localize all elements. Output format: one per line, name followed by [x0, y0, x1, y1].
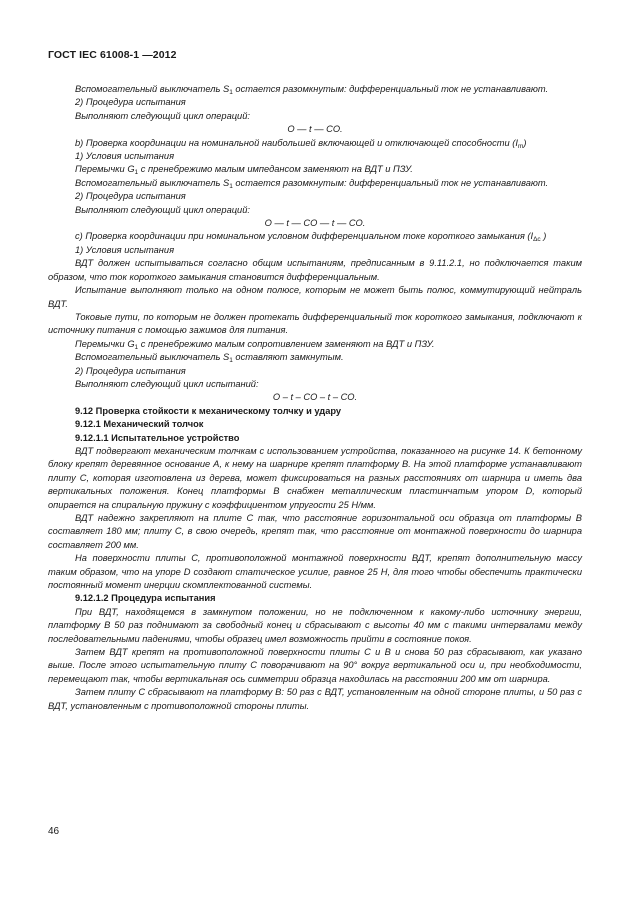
paragraph: ВДТ надежно закрепляют на плите С так, что расстояние горизонтальной оси образца от платформы В составляет 180 мм; плиту С, в свою очередь, крепят так, что расстояние от монтажной поверхности до шарнира составляет 200 мм. [48, 513, 582, 550]
section-heading: 9.12.1 Механический толчок [75, 419, 204, 430]
paragraph [48, 163, 582, 176]
paragraph: 1) Условия испытания [75, 151, 175, 162]
text-run: с пренебрежимо малым импедансом заменяют на ВДТ и ПЗУ. [138, 164, 413, 175]
paragraph: ВДТ должен испытываться согласно общим испытаниям, предписанным в 9.11.2.1, но подключается таким образом, что ток короткого замыкания становится дифференциальным. [48, 258, 582, 282]
operation-cycle: O – t – CO – t – CO. [272, 392, 358, 403]
subscript: 1 [229, 357, 233, 365]
section-heading: 9.12.1.1 Испытательное устройство [75, 432, 240, 443]
paragraph [48, 230, 582, 243]
text-run: ) [523, 137, 527, 148]
subscript: 1 [134, 343, 139, 351]
text-run: Вспомогательный выключатель S [75, 84, 230, 94]
paragraph: Выполняют следующий цикл испытаний: [75, 378, 259, 389]
subscript: 1 [229, 182, 233, 190]
text-run: с пренебрежимо малым сопротивлением заменяют на ВДТ и ПЗУ. [138, 338, 435, 349]
paragraph: Выполняют следующий цикл операций: [75, 110, 250, 121]
subscript: 1 [134, 169, 139, 177]
text-run: ) [540, 231, 547, 242]
text-run: b) Проверка координации на номинальной наибольшей включающей и отключающей способности (I [75, 137, 518, 148]
paragraph: 2) Процедура испытания [75, 191, 186, 202]
subscript: 1 [229, 89, 233, 96]
text-run: остается разомкнутым: дифференциальный ток не устанавливают. [232, 177, 549, 188]
paragraph [48, 351, 582, 364]
paragraph: 2) Процедура испытания [75, 97, 186, 108]
document-body [48, 83, 582, 713]
paragraph: ВДТ подвергают механическим толчкам с использованием устройства, показанного на рисунке 14. К бетонному блоку крепят деревянное основание А, к нему на шарнире крепят платформу В. На этой платформе устанавливают плиту С, которая изготовлена из дерева, может фиксироваться на разных расстояниях от шарнира и иметь два вертикальных положения. Конец платформы В снабжен металлическим пластинчатым упором D, который опирается на спиральную пружину с коэффициентом упругости 25 Н/мм. [48, 445, 582, 510]
paragraph: При ВДТ, находящемся в замкнутом положении, но не подключенном к какому-либо источнику энергии, платформу В 50 раз поднимают за свободный конец и сбрасывают с высоты 40 мм с такими интервалами между последовательными падениями, чтобы образец имел возможность прийти в состояние покоя. [48, 606, 582, 644]
paragraph: Токовые пути, по которым не должен протекать дифференциальный ток короткого замыкания, подключают к источнику питания с помощью зажимов для питания. [48, 311, 582, 336]
text-run: Перемычки G [75, 164, 135, 175]
text-run: Вспомогательный выключатель S [75, 352, 230, 363]
paragraph [48, 177, 582, 190]
subscript: m [517, 142, 524, 150]
paragraph: Испытание выполняют только на одном полюсе, которым не может быть полюс, коммутирующий нейтраль ВДТ. [48, 285, 582, 309]
text-run: Вспомогательный выключатель S [75, 177, 230, 188]
text-run: c) Проверка координации при номинальном условном дифференциальном токе короткого замыкания (I [75, 231, 534, 242]
subscript: Δc [533, 236, 541, 244]
paragraph: 2) Процедура испытания [75, 365, 186, 376]
operation-cycle: О — t — CO. [287, 124, 343, 135]
paragraph [48, 137, 582, 150]
text-run: оставляют замкнутым. [232, 352, 344, 363]
paragraph [48, 83, 582, 96]
text-run: Перемычки G [75, 338, 135, 349]
page-number: 46 [48, 826, 60, 837]
paragraph: Выполняют следующий цикл операций: [75, 204, 250, 215]
section-heading: 9.12.1.2 Процедура испытания [75, 593, 216, 604]
document-code-header: ГОСТ IEC 61008-1 —2012 [48, 49, 177, 61]
paragraph [48, 338, 582, 351]
paragraph: Затем плиту С сбрасывают на платформу В: 50 раз с ВДТ, установленным на одной стороне плиты, и 50 раз с ВДТ, установленным с противоположной стороны плиты. [48, 687, 582, 711]
paragraph: 1) Условия испытания [75, 244, 175, 255]
section-heading: 9.12 Проверка стойкости к механическому толчку и удару [75, 405, 342, 416]
text-run: остается разомкнутым: дифференциальный ток не устанавливают. [232, 84, 549, 94]
operation-cycle: O — t — CO — t — CO. [264, 218, 366, 229]
paragraph: На поверхности плиты С, противоположной монтажной поверхности ВДТ, крепят дополнительную массу таким образом, что на упоре D создают статическое усилие, равное 25 Н, для того чтобы обеспечить практически постоянный момент инерции скомплектованной системы. [48, 553, 582, 591]
paragraph: Затем ВДТ крепят на противоположной поверхности плиты С и В и снова 50 раз сбрасывают, как указано выше. После этого испытательную плиту С поворачивают на 90° вокруг вертикальной оси и, при необходимости, перемещают так, чтобы вертикальная ось симметрии образца находилась на расстоянии 200 мм от шарнира. [48, 647, 582, 684]
